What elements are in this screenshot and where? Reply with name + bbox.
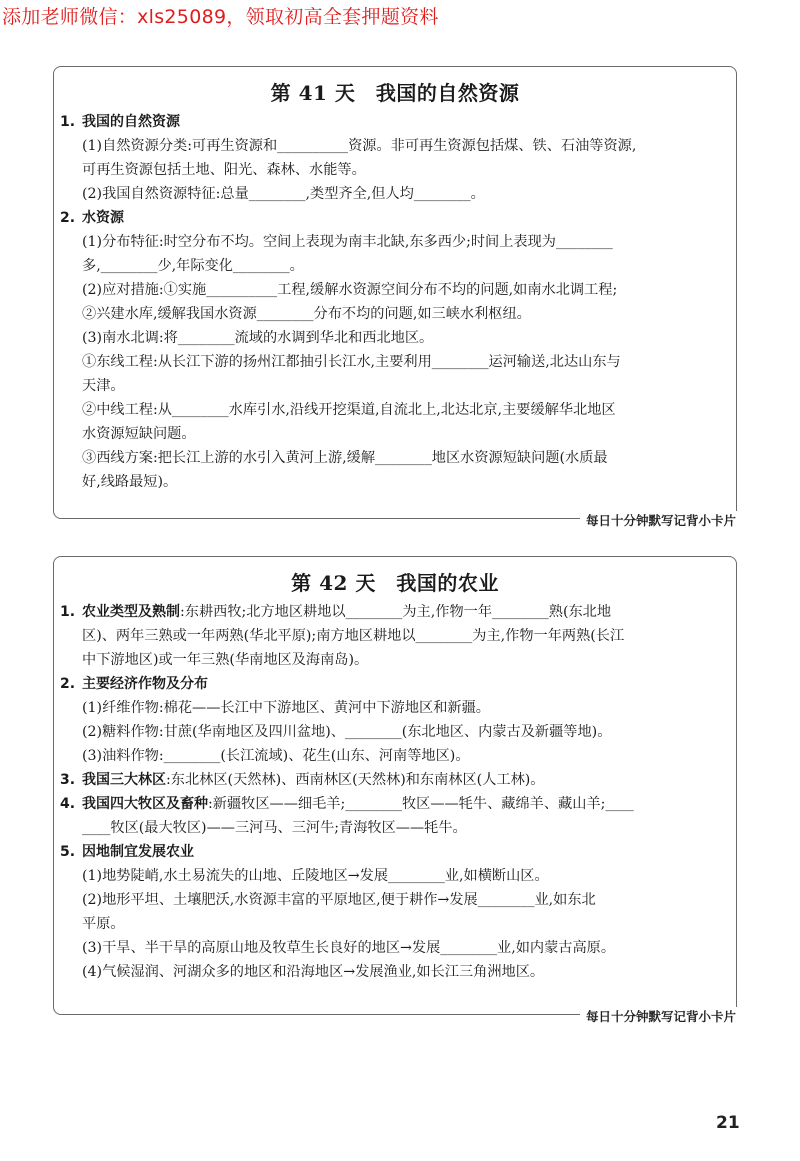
card-footer: 每日十分钟默写记背小卡片 <box>580 511 738 529</box>
page-number: 21 <box>716 1113 740 1133</box>
day-42-title: 第 42 天 我国的农业 <box>291 571 499 595</box>
text-line: (4)气候湿润、河湖众多的地区和沿海地区→发展渔业,如长江三角洲地区。 <box>82 964 545 980</box>
day-42-card <box>53 556 737 1024</box>
text-line: (1)纤维作物:棉花——长江中下游地区、黄河中下游地区和新疆。 <box>82 700 490 716</box>
text-line: 水资源短缺问题。 <box>82 426 196 442</box>
text-line: (1)地势陡峭,水土易流失的山地、丘陵地区→发展________业,如横断山区。 <box>82 868 549 884</box>
section-number: 5. <box>60 844 76 860</box>
day-41-content <box>54 110 736 494</box>
section-title: 因地制宜发展农业 <box>82 844 194 860</box>
section-inline-text: :东耕西牧;北方地区耕地以________为主,作物一年________熟(东北地 <box>180 604 612 620</box>
text-line: 好,线路最短)。 <box>82 474 178 490</box>
section-title: 我国的自然资源 <box>82 114 180 130</box>
section-inline-text: :新疆牧区——细毛羊;________牧区——牦牛、藏绵羊、藏山羊;____ <box>208 796 634 812</box>
section-heading <box>60 840 730 864</box>
section-number: 2. <box>60 676 76 692</box>
section-number: 4. <box>60 796 76 812</box>
text-line: ①东线工程:从长江下游的扬州江都抽引长江水,主要利用________运河输送,北达山东与 <box>82 354 621 370</box>
text-line: (2)我国自然资源特征:总量________,类型齐全,但人均________。 <box>82 186 485 202</box>
section-heading <box>60 206 730 230</box>
text-line: 平原。 <box>82 916 125 932</box>
section-title: 主要经济作物及分布 <box>82 676 208 692</box>
day-41-card <box>53 66 737 528</box>
text-line: 中下游地区)或一年三熟(华南地区及海南岛)。 <box>82 652 369 668</box>
text-line: ____牧区(最大牧区)——三河马、三河牛;青海牧区——牦牛。 <box>82 820 467 836</box>
section-number: 2. <box>60 210 76 226</box>
text-line: (2)糖料作物:甘蔗(华南地区及四川盆地)、________(东北地区、内蒙古及新疆等地)。 <box>82 724 612 740</box>
card-footer: 每日十分钟默写记背小卡片 <box>580 1007 738 1025</box>
section-title: 我国四大牧区及畜种 <box>82 796 208 812</box>
text-line: (3)干旱、半干旱的高原山地及牧草生长良好的地区→发展________业,如内蒙古高原。 <box>82 940 616 956</box>
text-line: ②兴建水库,缓解我国水资源________分布不均的问题,如三峡水利枢纽。 <box>82 306 531 322</box>
text-line: (1)分布特征:时空分布不均。空间上表现为南丰北缺,东多西少;时间上表现为________ <box>82 234 613 250</box>
text-line: 可再生资源包括土地、阳光、森林、水能等。 <box>82 162 366 178</box>
day-42-content <box>54 600 736 984</box>
text-line: (2)应对措施:①实施__________工程,缓解水资源空间分布不均的问题,如南水北调工程; <box>82 282 618 298</box>
section-title: 水资源 <box>82 210 124 226</box>
section-inline-text: :东北林区(天然林)、西南林区(天然林)和东南林区(人工林)。 <box>166 772 545 788</box>
text-line: 多,________少,年际变化________。 <box>82 258 304 274</box>
section-heading <box>60 672 730 696</box>
text-line: (3)油料作物:________(长江流域)、花生(山东、河南等地区)。 <box>82 748 470 764</box>
section-heading <box>60 792 730 816</box>
section-title: 我国三大林区 <box>82 772 166 788</box>
section-title: 农业类型及熟制 <box>82 604 180 620</box>
section-number: 1. <box>60 114 76 130</box>
text-line: (2)地形平坦、土壤肥沃,水资源丰富的平原地区,便于耕作→发展________业,如东北 <box>82 892 596 908</box>
text-line: (3)南水北调:将________流域的水调到华北和西北地区。 <box>82 330 434 346</box>
promo-banner: 添加老师微信：xls25089，领取初高全套押题资料 <box>2 6 439 28</box>
section-heading <box>60 768 730 792</box>
text-line: 区)、两年三熟或一年两熟(华北平原);南方地区耕地以________为主,作物一年两熟(长江 <box>82 628 625 644</box>
section-heading <box>60 110 730 134</box>
day-41-title: 第 41 天 我国的自然资源 <box>270 81 520 105</box>
text-line: ③西线方案:把长江上游的水引入黄河上游,缓解________地区水资源短缺问题(水质最 <box>82 450 608 466</box>
section-number: 3. <box>60 772 76 788</box>
section-heading <box>60 600 730 624</box>
text-line: 天津。 <box>82 378 125 394</box>
text-line: (1)自然资源分类:可再生资源和__________资源。非可再生资源包括煤、铁、石油等资源, <box>82 138 637 154</box>
section-number: 1. <box>60 604 76 620</box>
text-line: ②中线工程:从________水库引水,沿线开挖渠道,自流北上,北达北京,主要缓解华北地区 <box>82 402 616 418</box>
